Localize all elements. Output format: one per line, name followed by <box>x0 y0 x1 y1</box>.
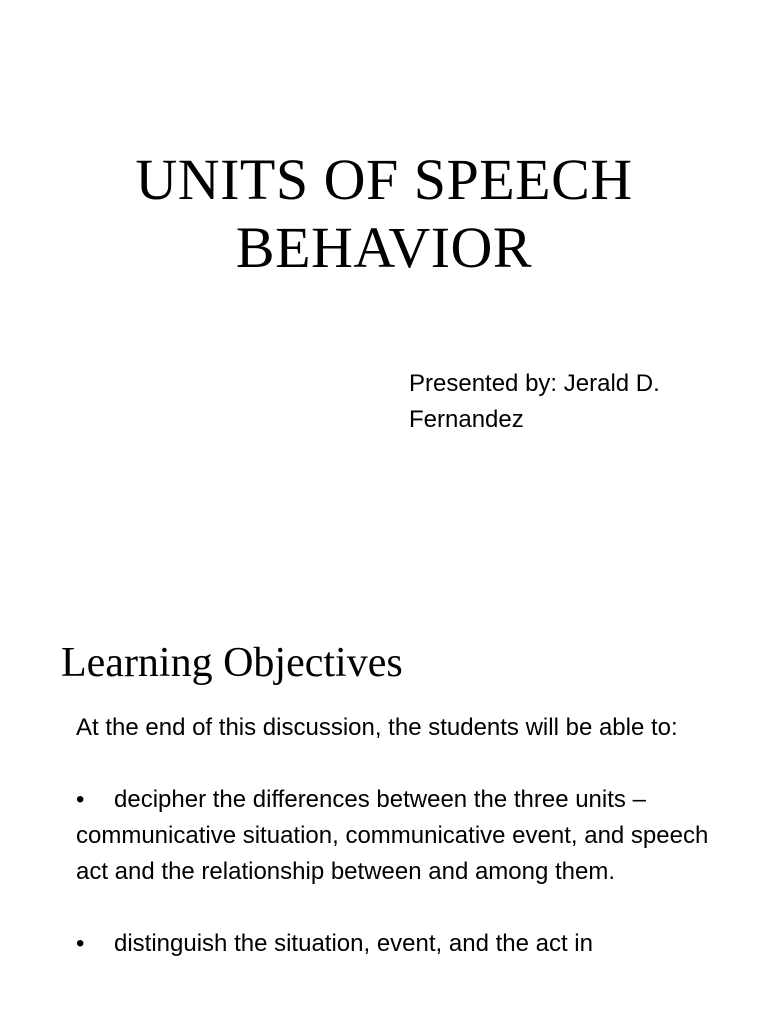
bullet-icon: • <box>76 786 85 813</box>
objective-text: decipher the differences between the three units – communicative situation, communicative event, and speech act and the relationship between and among them. <box>76 786 709 885</box>
presenter-line-2: Fernandez <box>409 406 524 433</box>
objective-item <box>76 926 746 962</box>
slide-title-line-2: BEHAVIOR <box>235 215 533 280</box>
presenter-line-1: Presented by: Jerald D. <box>409 370 660 397</box>
intro-paragraph: At the end of this discussion, the students will be able to: <box>76 714 678 741</box>
slide-title <box>0 146 768 282</box>
bullet-icon: • <box>76 930 85 957</box>
presenter-credit <box>409 366 749 438</box>
objective-text: distinguish the situation, event, and the act in <box>114 930 593 957</box>
slide-title-line-1: UNITS OF SPEECH <box>135 147 633 212</box>
objective-item <box>76 782 746 890</box>
objectives-body <box>76 710 746 998</box>
section-heading: Learning Objectives <box>61 640 403 686</box>
